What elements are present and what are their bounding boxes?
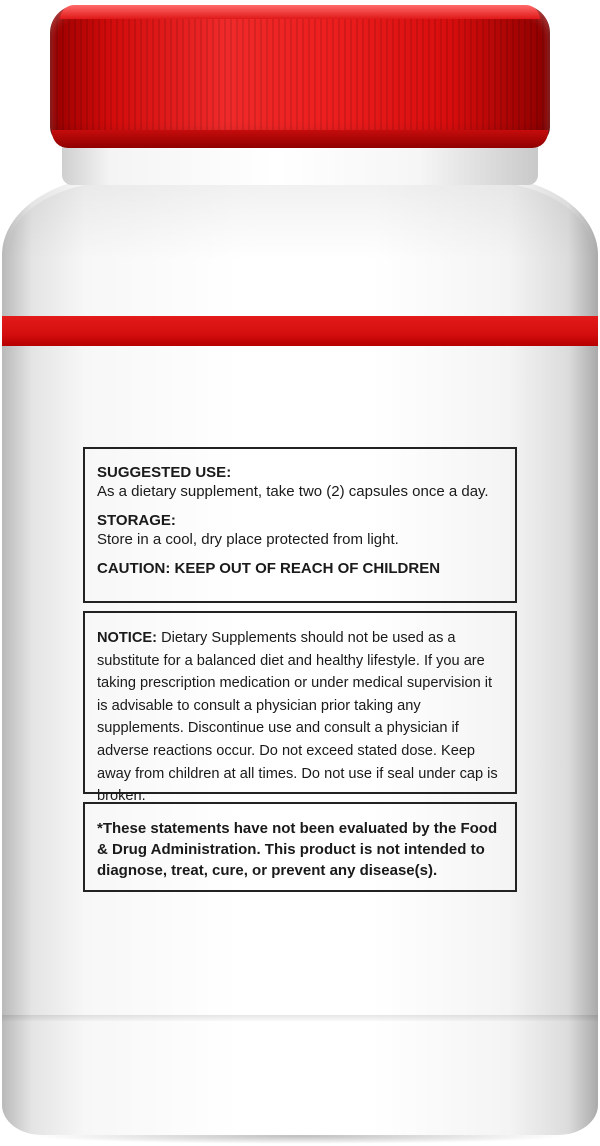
suggested-use-text: As a dietary supplement, take two (2) capsules once a day. [97, 483, 489, 500]
fda-disclaimer: *These statements have not been evaluated by the Food & Drug Administration. This product is not intended to diagnose, treat, cure, or prevent any disease(s). [97, 820, 498, 879]
notice-box [83, 611, 517, 805]
suggested-use-heading: SUGGESTED USE: [97, 464, 232, 481]
notice-paragraph [97, 627, 503, 808]
cap-top-highlight [60, 5, 540, 19]
disclaimer-box [83, 802, 517, 892]
bottle-base-ring [2, 1015, 598, 1021]
usage-box [83, 447, 517, 603]
bottle-neck [62, 145, 538, 185]
storage-heading: STORAGE: [97, 512, 176, 529]
notice-text: Dietary Supplements should not be used as a substitute for a balanced diet and healthy lifestyle. If you are taking prescription medication or under medical supervision it is advisable to consult a physician prior taking any supplements. Discontinue use and consult a physician if adverse reactions occur. Do not exceed stated dose. Keep away from children at all times. Do not use if seal under cap is broken. [97, 630, 498, 805]
storage-text: Store in a cool, dry place protected from light. [97, 531, 399, 548]
bottle-shoulder [8, 180, 592, 260]
bottle-cap [50, 5, 550, 145]
notice-heading: NOTICE: [97, 630, 157, 646]
label-red-band [2, 316, 598, 346]
cap-rim [52, 130, 548, 148]
caution-text: CAUTION: KEEP OUT OF REACH OF CHILDREN [97, 560, 441, 577]
